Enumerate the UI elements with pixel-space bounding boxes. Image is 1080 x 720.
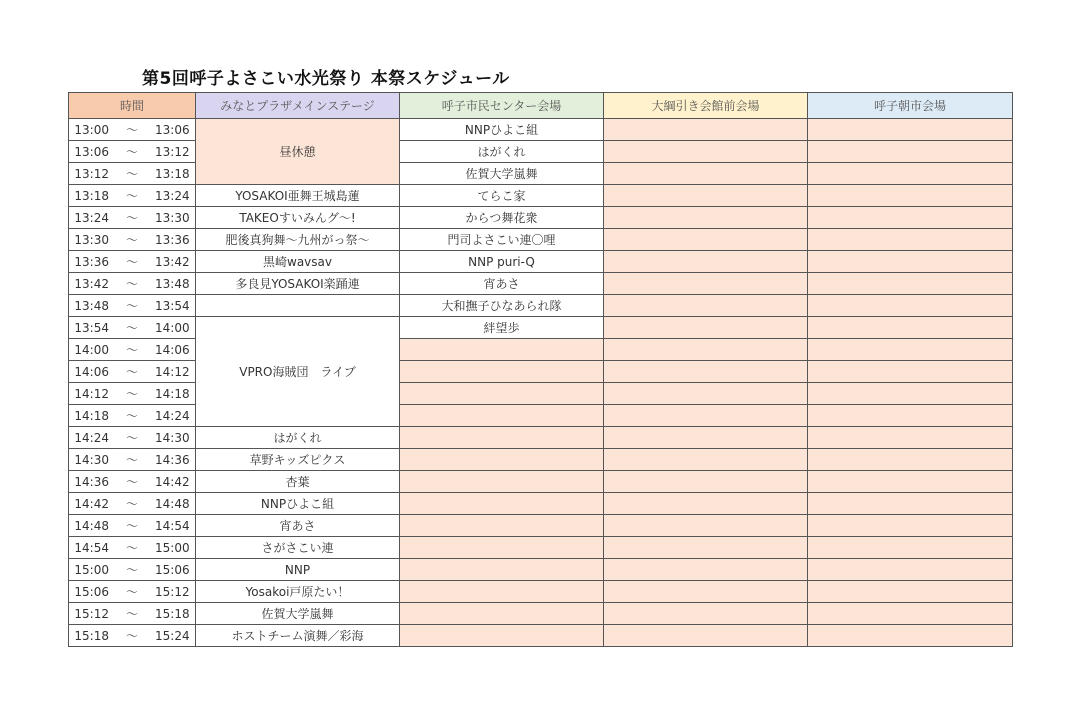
time-cell <box>69 251 196 273</box>
otsuna-cell-empty <box>604 471 808 493</box>
minato-cell: 肥後真狗舞～九州がっ祭～ <box>196 229 400 251</box>
time-end: 13:24 <box>155 189 190 203</box>
time-cell <box>69 625 196 647</box>
center-cell-empty <box>400 537 604 559</box>
otsuna-cell-empty <box>604 603 808 625</box>
minato-vpro-cell: VPRO海賊団 ライブ <box>196 317 400 427</box>
header-minato-stage: みなとプラザメインステージ <box>196 93 400 119</box>
time-end: 14:06 <box>155 343 190 357</box>
center-cell-empty <box>400 339 604 361</box>
time-tilde: ～ <box>125 387 138 401</box>
table-row <box>69 449 1013 471</box>
time-end: 14:00 <box>155 321 190 335</box>
header-otsuna-venue: 大綱引き会館前会場 <box>604 93 808 119</box>
time-start: 13:00 <box>74 123 109 137</box>
time-end: 15:24 <box>155 629 190 643</box>
asaichi-cell-empty <box>808 493 1013 515</box>
minato-cell: NNPひよこ組 <box>196 493 400 515</box>
time-start: 14:06 <box>74 365 109 379</box>
otsuna-cell-empty <box>604 537 808 559</box>
minato-cell: 佐賀大学嵐舞 <box>196 603 400 625</box>
asaichi-cell-empty <box>808 295 1013 317</box>
asaichi-cell-empty <box>808 317 1013 339</box>
center-cell: 門司よさこい連〇哩 <box>400 229 604 251</box>
header-row <box>69 93 1013 119</box>
asaichi-cell-empty <box>808 141 1013 163</box>
center-cell-empty <box>400 515 604 537</box>
time-cell <box>69 295 196 317</box>
time-tilde: ～ <box>125 233 138 247</box>
time-end: 13:48 <box>155 277 190 291</box>
otsuna-cell-empty <box>604 449 808 471</box>
time-start: 14:18 <box>74 409 109 423</box>
time-end: 14:24 <box>155 409 190 423</box>
time-start: 14:54 <box>74 541 109 555</box>
time-start: 13:06 <box>74 145 109 159</box>
time-end: 14:36 <box>155 453 190 467</box>
time-start: 15:18 <box>74 629 109 643</box>
otsuna-cell-empty <box>604 383 808 405</box>
minato-cell: ホストチーム演舞／彩海 <box>196 625 400 647</box>
asaichi-cell-empty <box>808 581 1013 603</box>
asaichi-cell-empty <box>808 625 1013 647</box>
otsuna-cell-empty <box>604 295 808 317</box>
table-row <box>69 537 1013 559</box>
time-end: 13:30 <box>155 211 190 225</box>
center-cell: はがくれ <box>400 141 604 163</box>
table-row <box>69 251 1013 273</box>
time-end: 14:54 <box>155 519 190 533</box>
time-cell <box>69 559 196 581</box>
time-start: 13:54 <box>74 321 109 335</box>
time-start: 13:24 <box>74 211 109 225</box>
time-tilde: ～ <box>125 255 138 269</box>
otsuna-cell-empty <box>604 207 808 229</box>
center-cell-empty <box>400 427 604 449</box>
table-row <box>69 581 1013 603</box>
time-end: 15:06 <box>155 563 190 577</box>
time-start: 13:18 <box>74 189 109 203</box>
asaichi-cell-empty <box>808 119 1013 141</box>
page-title: 第5回呼子よさこい水光祭り 本祭スケジュール <box>142 69 510 89</box>
time-tilde: ～ <box>125 607 138 621</box>
minato-cell: 宵あさ <box>196 515 400 537</box>
center-cell-empty <box>400 361 604 383</box>
time-start: 13:12 <box>74 167 109 181</box>
asaichi-cell-empty <box>808 185 1013 207</box>
minato-cell: さがさこい連 <box>196 537 400 559</box>
asaichi-cell-empty <box>808 427 1013 449</box>
time-cell <box>69 163 196 185</box>
time-start: 14:00 <box>74 343 109 357</box>
otsuna-cell-empty <box>604 251 808 273</box>
otsuna-cell-empty <box>604 185 808 207</box>
time-cell <box>69 471 196 493</box>
time-tilde: ～ <box>125 475 138 489</box>
time-start: 14:24 <box>74 431 109 445</box>
time-tilde: ～ <box>125 277 138 291</box>
asaichi-cell-empty <box>808 537 1013 559</box>
table-row <box>69 493 1013 515</box>
time-cell <box>69 141 196 163</box>
time-cell <box>69 427 196 449</box>
asaichi-cell-empty <box>808 405 1013 427</box>
time-tilde: ～ <box>125 189 138 203</box>
table-row <box>69 625 1013 647</box>
otsuna-cell-empty <box>604 119 808 141</box>
time-start: 15:00 <box>74 563 109 577</box>
time-start: 14:12 <box>74 387 109 401</box>
asaichi-cell-empty <box>808 603 1013 625</box>
center-cell: てらこ家 <box>400 185 604 207</box>
time-start: 13:42 <box>74 277 109 291</box>
time-cell <box>69 119 196 141</box>
time-tilde: ～ <box>125 365 138 379</box>
center-cell-empty <box>400 559 604 581</box>
asaichi-cell-empty <box>808 163 1013 185</box>
otsuna-cell-empty <box>604 339 808 361</box>
minato-cell: TAKEOすいみんグ～! <box>196 207 400 229</box>
otsuna-cell-empty <box>604 163 808 185</box>
otsuna-cell-empty <box>604 515 808 537</box>
asaichi-cell-empty <box>808 229 1013 251</box>
time-end: 14:12 <box>155 365 190 379</box>
table-row <box>69 515 1013 537</box>
table-row <box>69 603 1013 625</box>
otsuna-cell-empty <box>604 361 808 383</box>
minato-cell: 黒崎wavsav <box>196 251 400 273</box>
time-cell <box>69 207 196 229</box>
time-start: 13:30 <box>74 233 109 247</box>
otsuna-cell-empty <box>604 493 808 515</box>
time-end: 14:42 <box>155 475 190 489</box>
time-start: 14:36 <box>74 475 109 489</box>
time-cell <box>69 273 196 295</box>
table-row <box>69 273 1013 295</box>
table-row <box>69 229 1013 251</box>
time-cell <box>69 603 196 625</box>
time-end: 15:12 <box>155 585 190 599</box>
asaichi-cell-empty <box>808 273 1013 295</box>
asaichi-cell-empty <box>808 471 1013 493</box>
time-start: 13:36 <box>74 255 109 269</box>
center-cell-empty <box>400 383 604 405</box>
asaichi-cell-empty <box>808 383 1013 405</box>
minato-break-cell: 昼休憩 <box>196 119 400 185</box>
asaichi-cell-empty <box>808 339 1013 361</box>
time-start: 14:42 <box>74 497 109 511</box>
header-center-venue: 呼子市民センター会場 <box>400 93 604 119</box>
time-tilde: ～ <box>125 211 138 225</box>
time-cell <box>69 185 196 207</box>
minato-cell: はがくれ <box>196 427 400 449</box>
time-end: 14:30 <box>155 431 190 445</box>
time-end: 15:18 <box>155 607 190 621</box>
otsuna-cell-empty <box>604 625 808 647</box>
time-cell <box>69 515 196 537</box>
table-row <box>69 471 1013 493</box>
time-tilde: ～ <box>125 431 138 445</box>
minato-cell <box>196 295 400 317</box>
schedule-table <box>68 92 1013 647</box>
center-cell-empty <box>400 625 604 647</box>
table-row <box>69 559 1013 581</box>
minato-cell: 草野キッズピクス <box>196 449 400 471</box>
time-tilde: ～ <box>125 167 138 181</box>
time-tilde: ～ <box>125 321 138 335</box>
minato-cell: 多良見YOSAKOI楽踊連 <box>196 273 400 295</box>
center-cell: 大和撫子ひなあられ隊 <box>400 295 604 317</box>
minato-cell: 杏葉 <box>196 471 400 493</box>
otsuna-cell-empty <box>604 317 808 339</box>
time-tilde: ～ <box>125 123 138 137</box>
asaichi-cell-empty <box>808 559 1013 581</box>
center-cell-empty <box>400 405 604 427</box>
time-end: 13:18 <box>155 167 190 181</box>
otsuna-cell-empty <box>604 427 808 449</box>
center-cell: 絆望歩 <box>400 317 604 339</box>
time-cell <box>69 339 196 361</box>
otsuna-cell-empty <box>604 229 808 251</box>
table-row <box>69 119 1013 141</box>
header-asaichi-venue: 呼子朝市会場 <box>808 93 1013 119</box>
center-cell-empty <box>400 471 604 493</box>
time-cell <box>69 537 196 559</box>
minato-cell: NNP <box>196 559 400 581</box>
time-cell <box>69 383 196 405</box>
asaichi-cell-empty <box>808 449 1013 471</box>
time-tilde: ～ <box>125 497 138 511</box>
otsuna-cell-empty <box>604 559 808 581</box>
minato-cell: YOSAKOI亜舞王城島蓮 <box>196 185 400 207</box>
otsuna-cell-empty <box>604 273 808 295</box>
center-cell: 宵あさ <box>400 273 604 295</box>
time-tilde: ～ <box>125 409 138 423</box>
time-end: 13:36 <box>155 233 190 247</box>
center-cell-empty <box>400 449 604 471</box>
time-tilde: ～ <box>125 541 138 555</box>
time-start: 15:06 <box>74 585 109 599</box>
otsuna-cell-empty <box>604 581 808 603</box>
table-row <box>69 317 1013 339</box>
time-cell <box>69 317 196 339</box>
time-cell <box>69 361 196 383</box>
time-tilde: ～ <box>125 145 138 159</box>
time-end: 13:12 <box>155 145 190 159</box>
time-end: 15:00 <box>155 541 190 555</box>
table-row <box>69 207 1013 229</box>
time-tilde: ～ <box>125 519 138 533</box>
time-start: 15:12 <box>74 607 109 621</box>
table-row <box>69 427 1013 449</box>
asaichi-cell-empty <box>808 361 1013 383</box>
time-cell <box>69 493 196 515</box>
asaichi-cell-empty <box>808 207 1013 229</box>
time-tilde: ～ <box>125 563 138 577</box>
time-cell <box>69 449 196 471</box>
time-cell <box>69 229 196 251</box>
center-cell-empty <box>400 603 604 625</box>
time-cell <box>69 581 196 603</box>
table-row <box>69 295 1013 317</box>
table-row <box>69 185 1013 207</box>
time-end: 14:18 <box>155 387 190 401</box>
time-tilde: ～ <box>125 629 138 643</box>
schedule-body <box>69 119 1013 647</box>
time-end: 14:48 <box>155 497 190 511</box>
center-cell: NNP puri-Q <box>400 251 604 273</box>
asaichi-cell-empty <box>808 515 1013 537</box>
center-cell: 佐賀大学嵐舞 <box>400 163 604 185</box>
time-tilde: ～ <box>125 453 138 467</box>
time-tilde: ～ <box>125 343 138 357</box>
asaichi-cell-empty <box>808 251 1013 273</box>
time-end: 13:06 <box>155 123 190 137</box>
otsuna-cell-empty <box>604 405 808 427</box>
center-cell-empty <box>400 581 604 603</box>
time-start: 14:30 <box>74 453 109 467</box>
otsuna-cell-empty <box>604 141 808 163</box>
time-end: 13:42 <box>155 255 190 269</box>
time-end: 13:54 <box>155 299 190 313</box>
center-cell-empty <box>400 493 604 515</box>
time-start: 13:48 <box>74 299 109 313</box>
minato-cell: Yosakoi戸原たい！ <box>196 581 400 603</box>
time-tilde: ～ <box>125 299 138 313</box>
header-time: 時間 <box>69 93 196 119</box>
time-cell <box>69 405 196 427</box>
time-tilde: ～ <box>125 585 138 599</box>
time-start: 14:48 <box>74 519 109 533</box>
center-cell: NNPひよこ組 <box>400 119 604 141</box>
center-cell: からつ舞花衆 <box>400 207 604 229</box>
